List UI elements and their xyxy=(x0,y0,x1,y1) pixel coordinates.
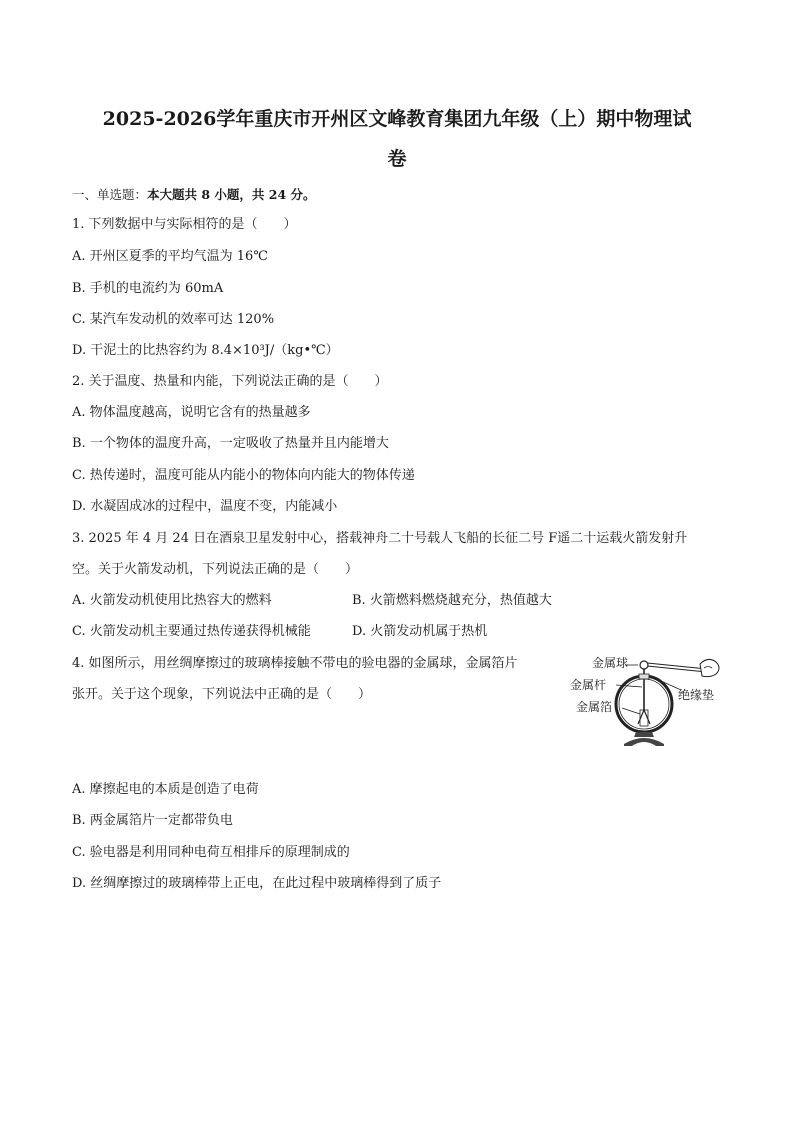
electroscope-stand xyxy=(624,738,664,746)
q4-option-b: B. 两金属箔片一定都带负电 xyxy=(72,813,233,828)
section-prefix: 一、单选题： xyxy=(72,187,148,202)
q2-option-b: B. 一个物体的温度升高，一定吸收了热量并且内能增大 xyxy=(72,436,389,451)
hand-icon xyxy=(700,659,719,676)
q2-option-a: A. 物体温度越高，说明它含有的热量越多 xyxy=(72,405,311,420)
label-insulating-pad: 绝缘垫 xyxy=(678,688,715,702)
q1-stem: 1. 下列数据中与实际相符的是（ ） xyxy=(72,217,297,232)
q2-option-d: D. 水凝固成冰的过程中，温度不变，内能减小 xyxy=(72,499,338,514)
q1-option-d: D. 干泥土的比热容约为 8.4×10³J/（kg•℃） xyxy=(72,343,339,358)
q1-option-b: B. 手机的电流约为 60mA xyxy=(72,281,224,296)
q3-stem-line1: 3. 2025 年 4 月 24 日在酒泉卫星发射中心，搭载神舟二十号载人飞船的长征二号 F遥二十运载火箭发射升 xyxy=(72,531,688,546)
metal-foil-right xyxy=(644,710,650,724)
q4-stem-line1: 4. 如图所示，用丝绸摩擦过的玻璃棒接触不带电的验电器的金属球，金属箔片 xyxy=(72,656,518,671)
electroscope-figure xyxy=(566,652,726,747)
exam-title-line1: 2025-2026学年重庆市开州区文峰教育集团九年级（上）期中物理试 xyxy=(102,108,692,130)
label-metal-ball: 金属球 xyxy=(592,656,629,670)
label-metal-foil: 金属箔 xyxy=(576,700,613,714)
exam-title-line2: 卷 xyxy=(387,148,407,170)
metal-ball xyxy=(640,661,648,669)
q4-option-a: A. 摩擦起电的本质是创造了电荷 xyxy=(72,782,259,797)
q3-stem-line2: 空。关于火箭发动机，下列说法正确的是（ ） xyxy=(72,562,359,577)
q1-option-a: A. 开州区夏季的平均气温为 16℃ xyxy=(72,249,268,264)
label-metal-rod: 金属杆 xyxy=(570,678,607,692)
q3-option-d: D. 火箭发动机属于热机 xyxy=(352,624,488,639)
section-header xyxy=(72,186,316,204)
q4-option-c: C. 验电器是利用同种电荷互相排斥的原理制成的 xyxy=(72,845,350,860)
q4-option-d: D. 丝绸摩擦过的玻璃棒带上正电，在此过程中玻璃棒得到了质子 xyxy=(72,876,442,891)
section-info: 本大题共 8 小题，共 24 分。 xyxy=(147,187,316,202)
q4-stem-line2: 张开。关于这个现象，下列说法中正确的是（ ） xyxy=(72,687,372,702)
q3-option-b: B. 火箭燃料燃烧越充分，热值越大 xyxy=(352,593,552,608)
insulating-pad xyxy=(639,674,649,679)
metal-foil-left xyxy=(638,710,644,724)
q2-option-c: C. 热传递时，温度可能从内能小的物体向内能大的物体传递 xyxy=(72,468,415,483)
q3-option-a: A. 火箭发动机使用比热容大的燃料 xyxy=(72,593,272,608)
q2-stem: 2. 关于温度、热量和内能，下列说法正确的是（ ） xyxy=(72,374,388,389)
q3-option-c: C. 火箭发动机主要通过热传递获得机械能 xyxy=(72,624,311,639)
q1-option-c: C. 某汽车发动机的效率可达 120% xyxy=(72,312,275,327)
